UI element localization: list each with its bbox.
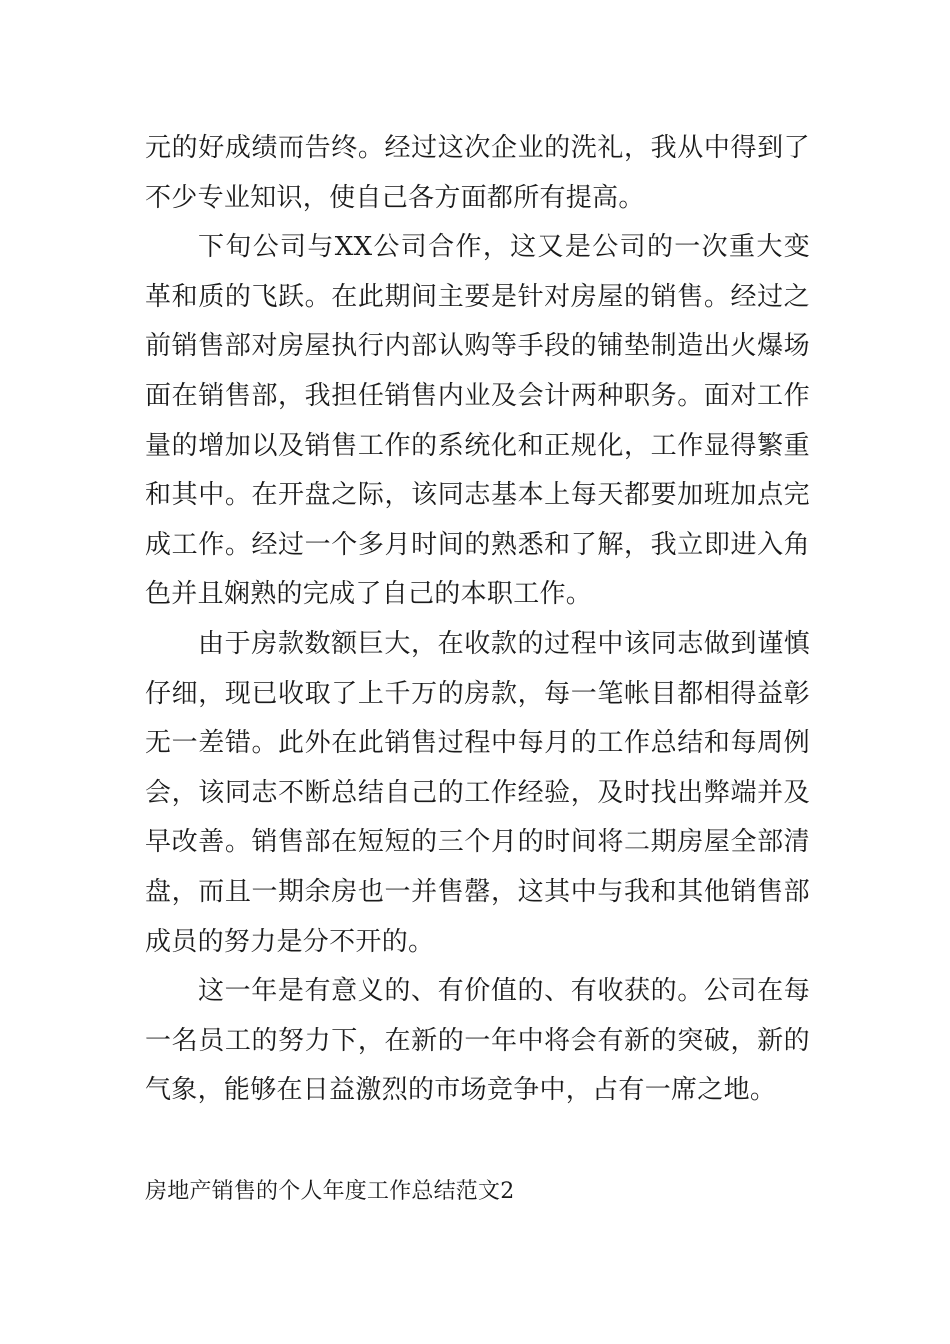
paragraph-cooperation: 下旬公司与XX公司合作，这又是公司的一次重大变革和质的飞跃。在此期间主要是针对房屋的销售。经过之前销售部对房屋执行内部认购等手段的铺垫制造出火爆场面在销售部，我担任销售内业及会计两种职务。面对工作量的增加以及销售工作的系统化和正规化，工作显得繁重和其中。在开盘之际，该同志基本上每天都要加班加点完成工作。经过一个多月时间的熟悉和了解，我立即进入角色并且娴熟的完成了自己的本职工作。 <box>145 232 810 610</box>
document-body <box>145 124 810 1116</box>
paragraph-continued: 元的好成绩而告终。经过这次企业的洗礼，我从中得到了不少专业知识，使自己各方面都所有提高。 <box>145 133 810 213</box>
section-heading: 房地产销售的个人年度工作总结范文2 <box>145 1179 515 1204</box>
paragraph-conclusion: 这一年是有意义的、有价值的、有收获的。公司在每一名员工的努力下，在新的一年中将会有新的突破，新的气象，能够在日益激烈的市场竞争中，占有一席之地。 <box>145 976 810 1106</box>
paragraph-payment-collection: 由于房款数额巨大，在收款的过程中该同志做到谨慎仔细，现已收取了上千万的房款，每一笔帐目都相得益彰无一差错。此外在此销售过程中每月的工作总结和每周例会，该同志不断总结自己的工作经验，及时找出弊端并及早改善。销售部在短短的三个月的时间将二期房屋全部清盘，而且一期余房也一并售罄，这其中与我和其他销售部成员的努力是分不开的。 <box>145 628 810 957</box>
